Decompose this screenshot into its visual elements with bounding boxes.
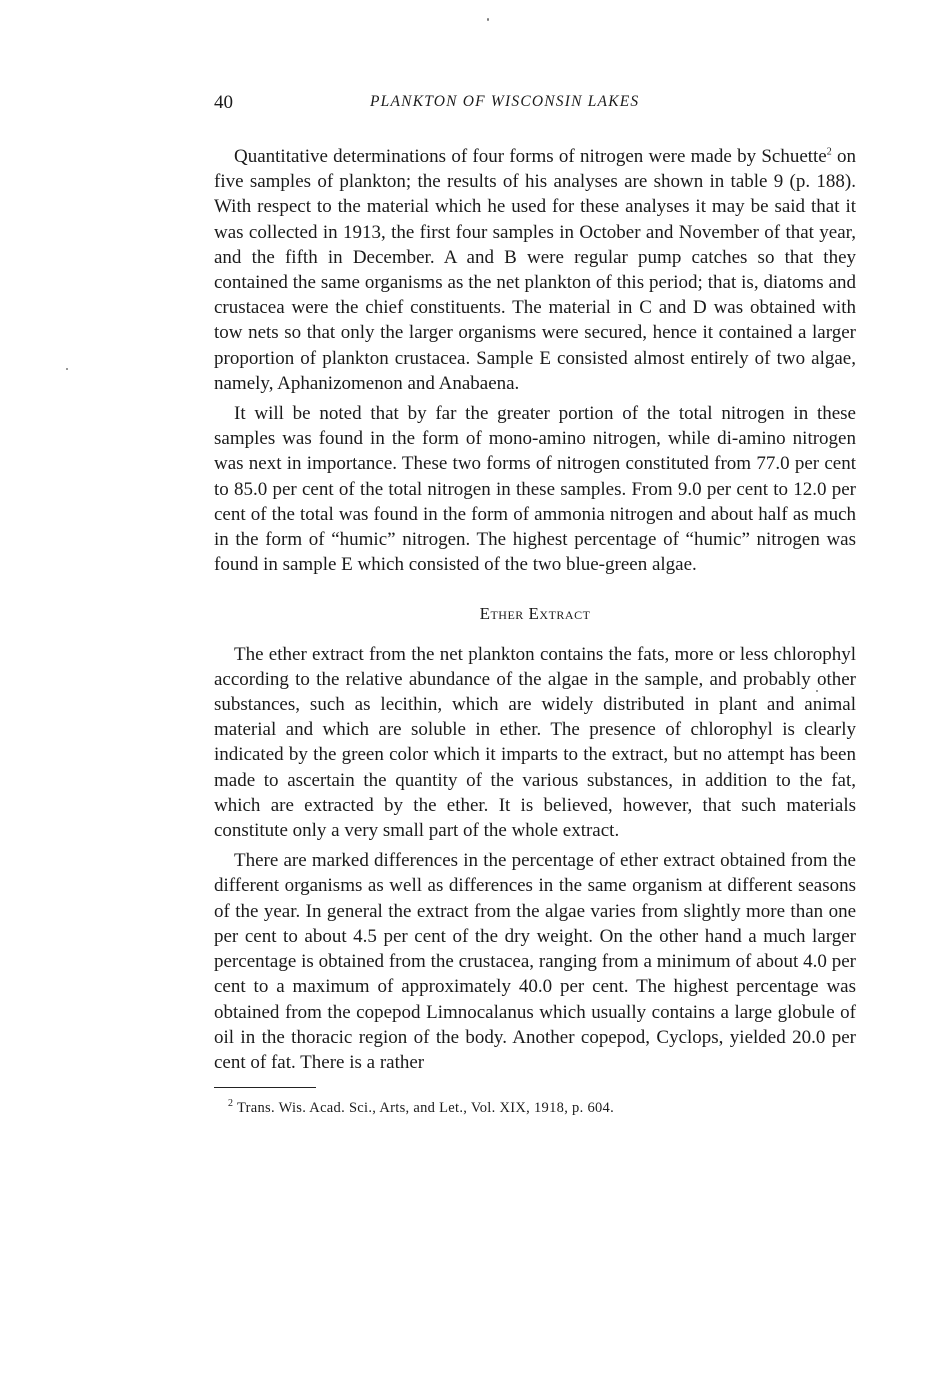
footnote bbox=[214, 1100, 856, 1117]
paragraph-text: on five samples of plankton; the results of his analyses are shown in table 9 (p. 188). With respect to the material which he used for these analyses it may be said that it was collected in 1913, the first four samples in October and November of that year, and the fifth in December. A and B were regular pump catches so that they contained the same organisms as the net plankton of this period; that is, diatoms and crustacea were the chief constituents. The material in C and D was obtained with tow nets so that only the larger organisms were secured, hence it contained a larger proportion of plankton crustacea. Sample E consisted almost entirely of two algae, namely, Aphanizomenon and Anabaena. bbox=[214, 146, 856, 394]
paragraph: There are marked differences in the percentage of ether extract obtained from the different organisms as well as differences in the same organism at different seasons of the year. In general the extract from the algae varies from slightly more than one per cent to about 4.5 per cent of the dry weight. On the other hand a much larger percentage is obtained from the crustacea, ranging from a minimum of about 4.0 per cent to a maximum of approximately 40.0 per cent. The highest percentage was obtained from the copepod Limnocalanus which usually contains a large globule of oil in the thoracic region of the body. Another copepod, Cyclops, yielded 20.0 per cent of fat. There is a rather bbox=[214, 850, 856, 1073]
footnote-text: Trans. Wis. Acad. Sci., Arts, and Let., Vol. XIX, 1918, p. 604. bbox=[233, 1100, 615, 1117]
scan-speck bbox=[66, 368, 68, 370]
running-title: PLANKTON OF WISCONSIN LAKES bbox=[370, 93, 640, 110]
paragraph: It will be noted that by far the greater portion of the total nitrogen in these samples was found in the form of mono-amino nitrogen, while di-amino nitrogen was next in importance. These two forms of nitrogen constituted from 77.0 per cent to 85.0 per cent of the total nitrogen in these samples. From 9.0 per cent to 12.0 per cent of the total was found in the form of ammonia nitrogen and about half as much in the form of “humic” nitrogen. The highest percentage of “humic” nitrogen was found in sample E which consisted of the two blue-green algae. bbox=[214, 403, 856, 576]
footnote-reference: 2 bbox=[826, 146, 832, 158]
paragraph: The ether extract from the net plankton contains the fats, more or less chlorophyl according to the relative abundance of the algae in the sample, and probably other substances, such as lecithin, which are widely distributed in plant and animal material and which are soluble in ether. The presence of chlorophyl is clearly indicated by the green color which it imparts to the extract, but no attempt has been made to ascertain the quantity of the various substances, in addition to the fat, which are extracted by the ether. It is believed, however, that such materials constitute only a very small part of the whole extract. bbox=[214, 643, 856, 842]
body-text bbox=[214, 144, 856, 1075]
paragraph-text: Quantitative determinations of four forms of nitrogen were made by Schuette bbox=[234, 146, 827, 167]
scan-speck bbox=[487, 18, 489, 21]
paragraph bbox=[214, 144, 856, 396]
footnote-rule bbox=[214, 1087, 316, 1088]
page-number: 40 bbox=[214, 92, 233, 113]
footnote-marker: 2 bbox=[228, 1098, 234, 1110]
section-heading: Ether Extract bbox=[479, 604, 591, 624]
page-header bbox=[214, 92, 856, 118]
page-content bbox=[214, 92, 856, 1117]
